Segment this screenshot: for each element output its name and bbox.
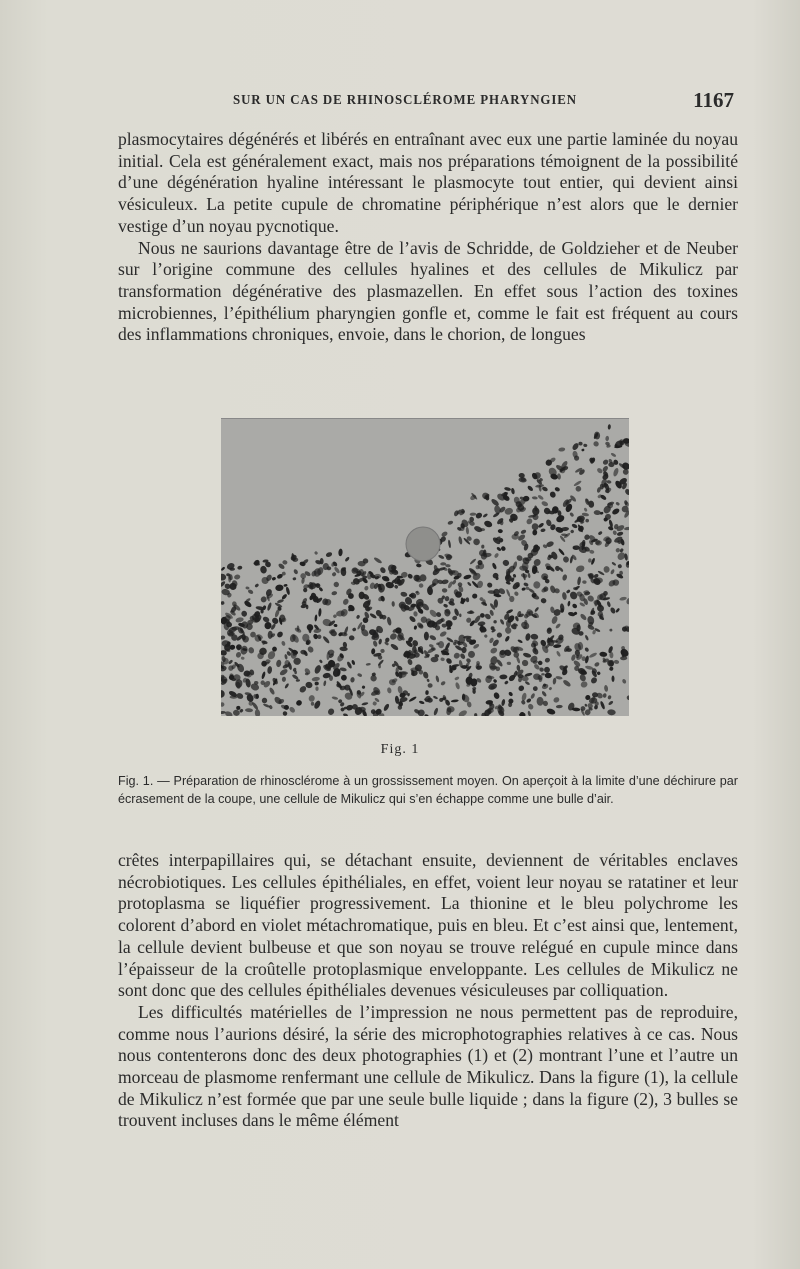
paragraph-schridde: Nous ne saurions davantage être de l’avis de Schridde, de Goldzieher et de Neuber sur l’origine commune des cellules hyalines et des cellules de Mikulicz par transformation dégénérative des plasmazellen. En effet sous l’action des toxines microbiennes, l’épithélium pharyngien gonfle et, comme le fait est fréquent au cours des inflammations chroniques, envoie, dans le chorion, de longues xyxy=(118,237,738,345)
page-header xyxy=(118,88,738,116)
text-block-bottom xyxy=(118,850,738,1132)
micrograph-image xyxy=(221,419,629,716)
paragraph-difficultes: Les difficultés matérielles de l’impression ne nous permettent pas de reproduire, comme nous l’aurions désiré, la série des microphotographies relatives à ce cas. Nous nous contenterons donc des deux photographies (1) et (2) montrant l’une et l’autre un morceau de plasmome renfermant une cellule de Mikulicz. Dans la figure (1), la cellule de Mikulicz n’est formée que par une seule bulle liquide ; dans la figure (2), 3 bulles se trouvent incluses dans le même élément xyxy=(118,1001,738,1131)
paragraph-cretes: crêtes interpapillaires qui, se détachant ensuite, deviennent de véritables enclaves nécrobiotiques. Les cellules épithéliales, en effet, voient leur noyau se ratatiner et leur protoplasma se liquéfier progressivement. La thionine et le bleu polychrome les colorent d’abord en violet métachromatique, puis en bleu. Et c’est ainsi que, lentement, la cellule devient bulbeuse et que son noyau se trouve relégué en cupule mince dans l’épaisseur de la croûtelle protoplasmique enveloppante. Les cellules de Mikulicz ne sont donc que des cellules épithéliales devenues vésiculeuses par colliquation. xyxy=(118,850,738,1001)
page-number: 1167 xyxy=(693,88,734,112)
text-block-top xyxy=(118,129,738,346)
paragraph-continued: plasmocytaires dégénérés et libérés en entraînant avec eux une partie laminée du noyau initial. Cela est généralement exact, mais nos préparations témoignent de la possibilité d’une dégénération hyaline intéressant le plasmocyte tout entier, qui devient ainsi vésiculeux. La petite cupule de chromatine périphérique n’est alors que le dernier vestige d’un noyau pycnotique. xyxy=(118,129,738,236)
running-title: SUR UN CAS DE RHINOSCLÉROME PHARYNGIEN xyxy=(233,93,578,108)
micrograph-figure-1 xyxy=(221,418,629,716)
mikulicz-cell-bubble xyxy=(406,527,440,561)
figure-caption: Fig. 1. — Préparation de rhinosclérome à un grossissement moyen. On aperçoit à la limite d’une déchirure par écrasement de la coupe, une cellule de Mikulicz qui s’en échappe comme une bulle d’air. xyxy=(118,774,738,806)
figure-label: Fig. 1 xyxy=(380,742,420,757)
